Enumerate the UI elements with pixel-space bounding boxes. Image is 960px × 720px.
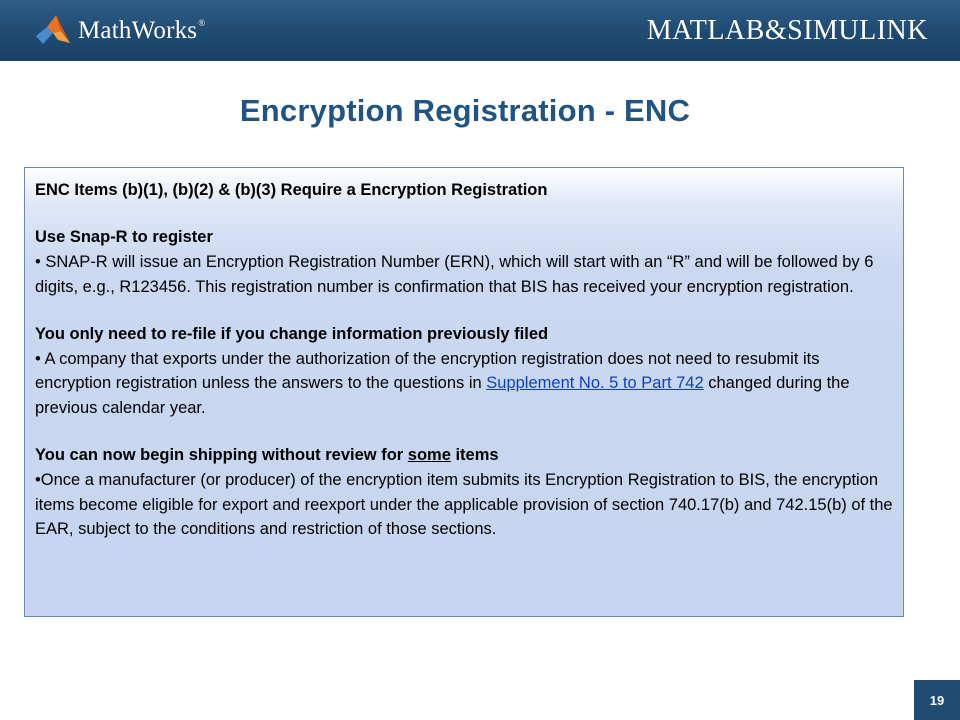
spacer: [35, 299, 894, 322]
spacer: [35, 421, 894, 444]
spacer: [35, 203, 894, 226]
mathworks-wordmark: [78, 17, 205, 45]
section-body-shipping: •Once a manufacturer (or producer) of the encryption item submits its Encryption Registration to BIS, the encryption items become eligible for export and reexport under the applicable provision of section 740.17(b) and 742.15(b) of the EAR, subject to the conditions and restriction of those sections.: [35, 470, 893, 539]
membrane-logo-icon: [34, 13, 72, 49]
registered-mark: ®: [198, 18, 206, 28]
section-body-refile-text-post: changed during the previous calendar year.: [35, 374, 850, 417]
section-body-refile: [35, 347, 894, 421]
mathworks-wordmark-text: MathWorks: [78, 17, 198, 44]
matlab-simulink-logo[interactable]: MATLAB&SIMULINK: [646, 15, 928, 46]
section-heading-snap-r: Use Snap-R to register: [35, 228, 213, 247]
section-body-snap-r: • SNAP-R will issue an Encryption Registration Number (ERN), which will start with an “R” and will be followed by 6 digits, e.g., R123456. This registration number is confirmation that BIS has received your encryption registration.: [35, 252, 874, 296]
section-heading-shipping-post: items: [450, 446, 499, 465]
section-heading-refile: You only need to re-file if you change information previously filed: [35, 324, 549, 343]
header-bar: [0, 0, 960, 61]
content-box: [24, 167, 904, 617]
section-heading-shipping-emphasis: some: [407, 446, 451, 465]
section-heading-enc-items: ENC Items (b)(1), (b)(2) & (b)(3) Require a Encryption Registration: [35, 181, 548, 199]
section-heading-shipping: [35, 443, 894, 468]
page-title: Encryption Registration - ENC: [239, 93, 691, 128]
page-number: 19: [914, 680, 960, 720]
section-body-refile-text-pre: • A company that exports under the authorization of the encryption registration does not need to resubmit its encryption registration unless the answers to the questions in: [35, 349, 820, 393]
supplement-5-part-742-link[interactable]: Supplement No. 5 to Part 742: [486, 374, 704, 393]
section-heading-shipping-pre: You can now begin shipping without review for: [35, 446, 408, 465]
mathworks-logo[interactable]: [34, 12, 205, 50]
